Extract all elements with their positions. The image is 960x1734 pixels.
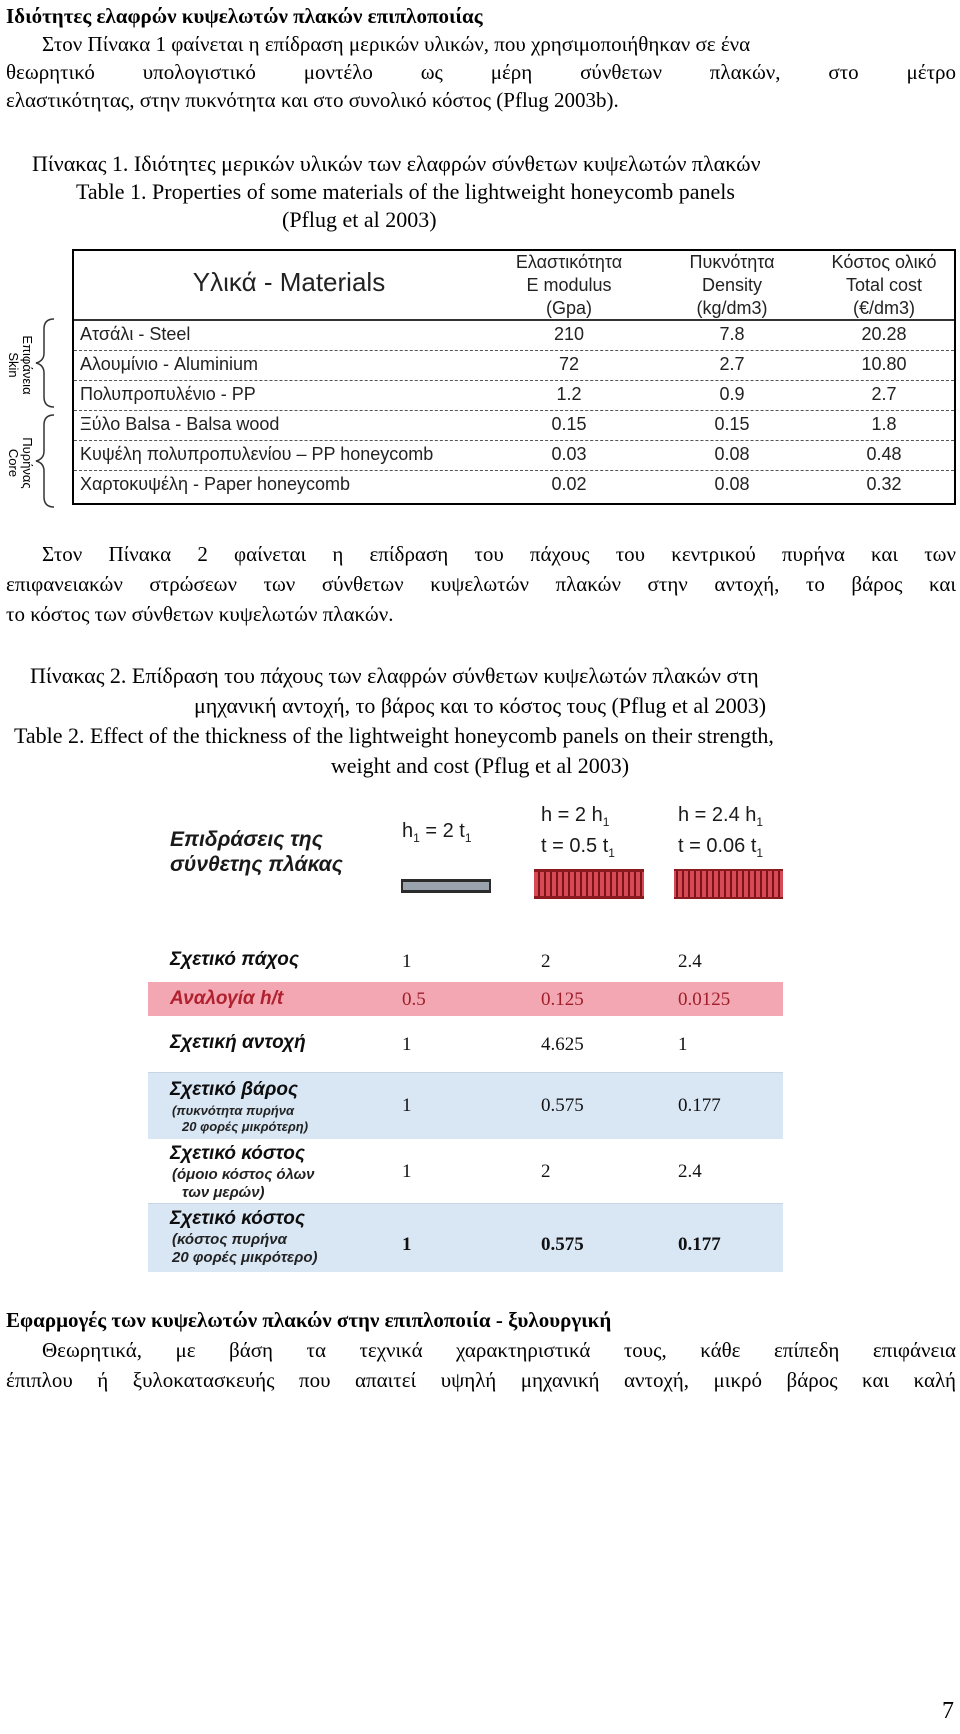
table1-materials [0, 245, 960, 510]
paragraph-line: θεωρητικό υπολογιστικό μοντέλο ως μέρη σύνθετων πλακών, στο μέτρο [6, 60, 956, 84]
cell-density: 0.08 [714, 444, 750, 464]
panel-section-icons [148, 815, 783, 935]
table1-header [74, 251, 954, 321]
side-label-skin-en: Skin [6, 352, 21, 378]
cell-density: 7.8 [719, 324, 745, 344]
table1-caption-english: Table 1. Properties of some materials of the lightweight honeycomb panels [76, 179, 735, 204]
row-note: (πυκνότητα πυρήνα [172, 1103, 295, 1118]
paragraph-line: Στον Πίνακα 1 φαίνεται η επίδραση μερικών υλικών, που χρησιμοποιήθηκαν σε ένα [42, 32, 751, 56]
cell-value: 2 [541, 1161, 551, 1182]
table2-caption-english-1: Table 2. Effect of the thickness of the lightweight honeycomb panels on their strength, [14, 723, 774, 748]
table2-caption-greek-1: Πίνακας 2. Επίδραση του πάχους των ελαφρών σύνθετων κυψελωτών πλακών στη [30, 663, 759, 688]
table-row [74, 351, 954, 381]
cell-density: 0.08 [714, 474, 750, 494]
cell-value: 0.575 [541, 1095, 584, 1116]
cell-cost: 10.80 [861, 354, 907, 374]
cell-value: 0.125 [541, 989, 584, 1010]
table1-grid [72, 249, 956, 505]
side-label-core-gr: Πυρήνας [20, 437, 35, 489]
cell-density: 0.15 [714, 414, 750, 434]
row-material: Πολυπροπυλένιο - PP [80, 384, 256, 404]
column-formula-3: h = 2.4 $h_1$ t = 0.06 $t_1$ [678, 804, 764, 860]
page-number: 7 [942, 1698, 954, 1724]
section-heading-properties: Ιδιότητες ελαφρών κυψελωτών πλακών επιπλοποιίας [6, 4, 483, 28]
table2-caption-greek-2: μηχανική αντοχή, το βάρος και το κόστος τους (Pflug et al 2003) [193, 693, 767, 718]
row-label: Σχετικό βάρος [170, 1079, 299, 1100]
cell-value: 1 [402, 1034, 412, 1055]
table2-caption-english-2: weight and cost (Pflug et al 2003) [330, 753, 630, 778]
side-label-core [0, 413, 40, 508]
cell-value: 0.575 [541, 1234, 584, 1255]
cell-modulus: 1.2 [556, 384, 582, 404]
honeycomb-panel-icon-2 [534, 869, 644, 899]
side-label-skin [0, 315, 40, 410]
row-material: Ατσάλι - Steel [80, 324, 191, 344]
cell-value: 2 [541, 951, 551, 972]
honeycomb-panel-icon-3 [674, 869, 783, 899]
table-row-highlight [148, 982, 783, 1016]
column-formula-1: $h_1 = 2$ $t_1$ [402, 820, 472, 845]
paragraph-line: ελαστικότητας, στην πυκνότητα και στο συνολικό κόστος (Pflug 2003b). [6, 88, 619, 112]
cell-modulus: 210 [553, 324, 585, 344]
row-label: Αναλογία h/t [170, 988, 284, 1009]
table-row [74, 411, 954, 441]
row-material: Ξύλο Balsa - Balsa wood [80, 414, 280, 434]
cell-modulus: 0.15 [551, 414, 587, 434]
table2-header [148, 804, 783, 935]
table-row [148, 1016, 783, 1073]
table1-caption-greek: Πίνακας 1. Ιδιότητες μερικών υλικών των ελαφρών σύνθετων κυψελωτών πλακών [32, 151, 761, 176]
table2-effects [148, 804, 783, 1272]
cell-value: 4.625 [541, 1034, 584, 1055]
row-label: Σχετικό κόστος [170, 1143, 305, 1164]
row-note: 20 φορές μικρότερο) [172, 1249, 318, 1266]
cell-value: 0.5 [402, 989, 426, 1010]
paragraph-line: επιφανειακών στρώσεων των σύνθετων κυψελωτών πλακών στην αντοχή, το βάρος και [6, 572, 956, 596]
cell-value: 1 [402, 1161, 412, 1182]
table-row [148, 939, 783, 982]
cell-value: 1 [402, 1095, 412, 1116]
table-row [148, 1204, 783, 1272]
row-material: Αλουμίνιο - Aluminium [80, 354, 258, 374]
table-row [74, 381, 954, 411]
row-label: Σχετικό κόστος [170, 1208, 305, 1229]
cell-cost: 0.32 [866, 474, 902, 494]
row-label: Σχετική αντοχή [170, 1032, 306, 1053]
cell-value: 0.0125 [678, 989, 731, 1010]
cell-cost: 1.8 [871, 414, 897, 434]
cell-cost: 20.28 [861, 324, 907, 344]
paragraph-line: Στον Πίνακα 2 φαίνεται η επίδραση του πάχους του κεντρικού πυρήνα και των [42, 542, 956, 566]
row-note: 20 φορές μικρότερη) [182, 1119, 309, 1134]
column-formula-2: h = 2 $h_1$ t = 0.5 $t_1$ [541, 804, 615, 860]
cell-value: 1 [402, 1234, 412, 1255]
row-material: Κυψέλη πολυπροπυλενίου – PP honeycomb [80, 444, 434, 464]
table1-title: Υλικά - Materials [192, 267, 386, 297]
row-material: Χαρτοκυψέλη - Paper honeycomb [80, 474, 351, 494]
paragraph-line: έπιπλου ή ξυλοκατασκευής που απαιτεί υψηλή μηχανική αντοχή, μικρό βάρος και καλή [6, 1368, 956, 1392]
column-header-modulus: Ελαστικότητα E modulus (Gpa) [515, 252, 623, 318]
table2-head-label: Επιδράσεις της σύνθετης πλάκας [170, 828, 343, 876]
table1-caption-source: (Pflug et al 2003) [282, 207, 437, 232]
section-heading-applications: Εφαρμογές των κυψελωτών πλακών στην επιπλοποιία - ξυλουργική [6, 1308, 612, 1332]
row-note: των μερών) [182, 1184, 265, 1201]
side-label-core-en: Core [6, 448, 21, 478]
cell-cost: 0.48 [866, 444, 902, 464]
cell-modulus: 72 [558, 354, 580, 374]
row-note: (όμοιο κόστος όλων [172, 1166, 315, 1183]
row-label: Σχετικό πάχος [170, 949, 299, 970]
cell-modulus: 0.03 [551, 444, 587, 464]
table-row [74, 471, 954, 500]
table-row [148, 1139, 783, 1204]
column-header-density: Πυκνότητα Density (kg/dm3) [689, 252, 775, 318]
cell-density: 2.7 [719, 354, 745, 374]
cell-modulus: 0.02 [551, 474, 587, 494]
cell-density: 0.9 [719, 384, 745, 404]
side-label-skin-gr: Επιφάνεια [20, 335, 35, 395]
cell-value: 2.4 [678, 951, 702, 972]
cell-value: 0.177 [678, 1234, 721, 1255]
table-row [74, 321, 954, 351]
cell-cost: 2.7 [871, 384, 897, 404]
table-row [74, 441, 954, 471]
column-header-cost: Κόστος ολικό Total cost (€/dm3) [831, 252, 937, 318]
table-row [148, 1073, 783, 1139]
paragraph-line: Θεωρητικά, με βάση τα τεχνικά χαρακτηριστικά τους, κάθε επίπεδη επιφάνεια [42, 1338, 956, 1362]
paragraph-line: το κόστος των σύνθετων κυψελωτών πλακών. [6, 602, 394, 626]
cell-value: 2.4 [678, 1161, 702, 1182]
row-note: (κόστος πυρήνα [172, 1231, 287, 1248]
cell-value: 0.177 [678, 1095, 721, 1116]
cell-value: 1 [678, 1034, 688, 1055]
cell-value: 1 [402, 951, 412, 972]
